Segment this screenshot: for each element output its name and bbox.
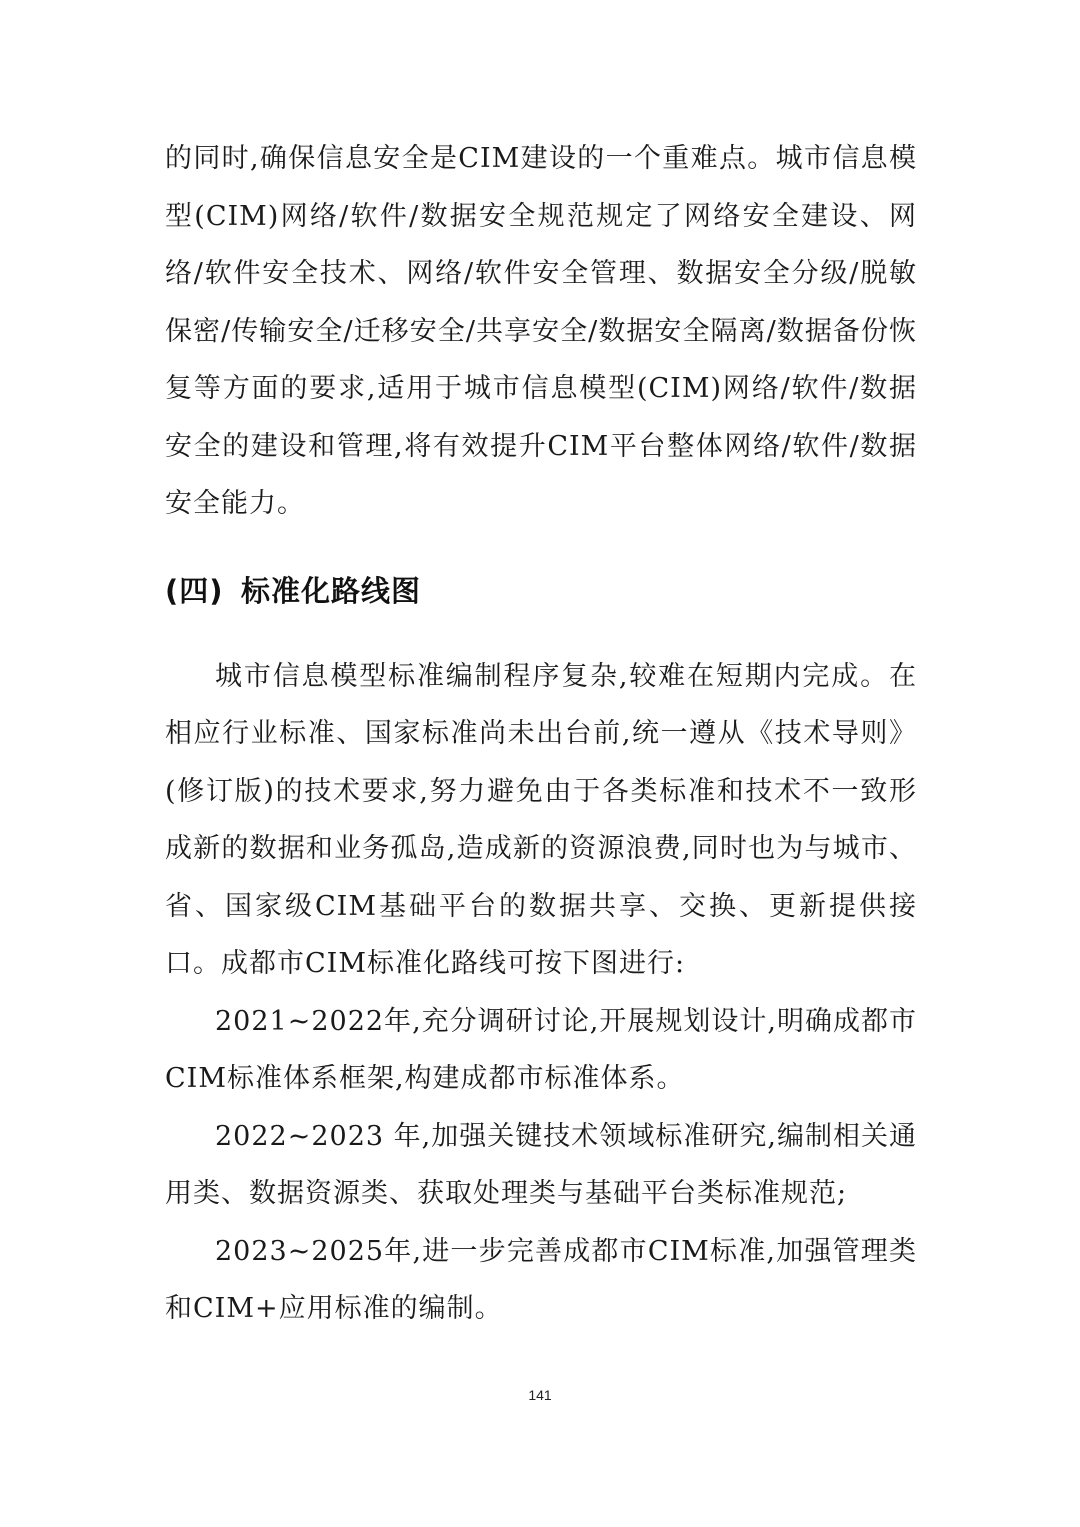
- section-heading: [165, 563, 917, 620]
- section-number: (四): [165, 573, 224, 608]
- paragraph-phase-3: 2023~2025年,进一步完善成都市CIM标准,加强管理类和CIM+应用标准的编制。: [165, 1235, 917, 1324]
- page-number: 141: [528, 1387, 552, 1403]
- section-title: 标准化路线图: [241, 573, 422, 608]
- paragraph-phase-1: 2021~2022年,充分调研讨论,开展规划设计,明确成都市CIM标准体系框架,构建成都市标准体系。: [165, 1005, 917, 1094]
- page-content: [165, 130, 917, 1338]
- paragraph-intro: 城市信息模型标准编制程序复杂,较难在短期内完成。在相应行业标准、国家标准尚未出台前,统一遵从《技术导则》(修订版)的技术要求,努力避免由于各类标准和技术不一致形成新的数据和业务孤岛,造成新的资源浪费,同时也为与城市、省、国家级CIM基础平台的数据共享、交换、更新提供接口。成都市CIM标准化路线可按下图进行:: [165, 660, 917, 979]
- paragraph-security: 的同时,确保信息安全是CIM建设的一个重难点。城市信息模型(CIM)网络/软件/数据安全规范规定了网络安全建设、网络/软件安全技术、网络/软件安全管理、数据安全分级/脱敏保密/传输安全/迁移安全/共享安全/数据安全隔离/数据备份恢复等方面的要求,适用于城市信息模型(CIM)网络/软件/数据安全的建设和管理,将有效提升CIM平台整体网络/软件/数据安全能力。: [165, 143, 917, 519]
- paragraph-phase-2: 2022~2023 年,加强关键技术领域标准研究,编制相关通用类、数据资源类、获取处理类与基础平台类标准规范;: [165, 1120, 917, 1209]
